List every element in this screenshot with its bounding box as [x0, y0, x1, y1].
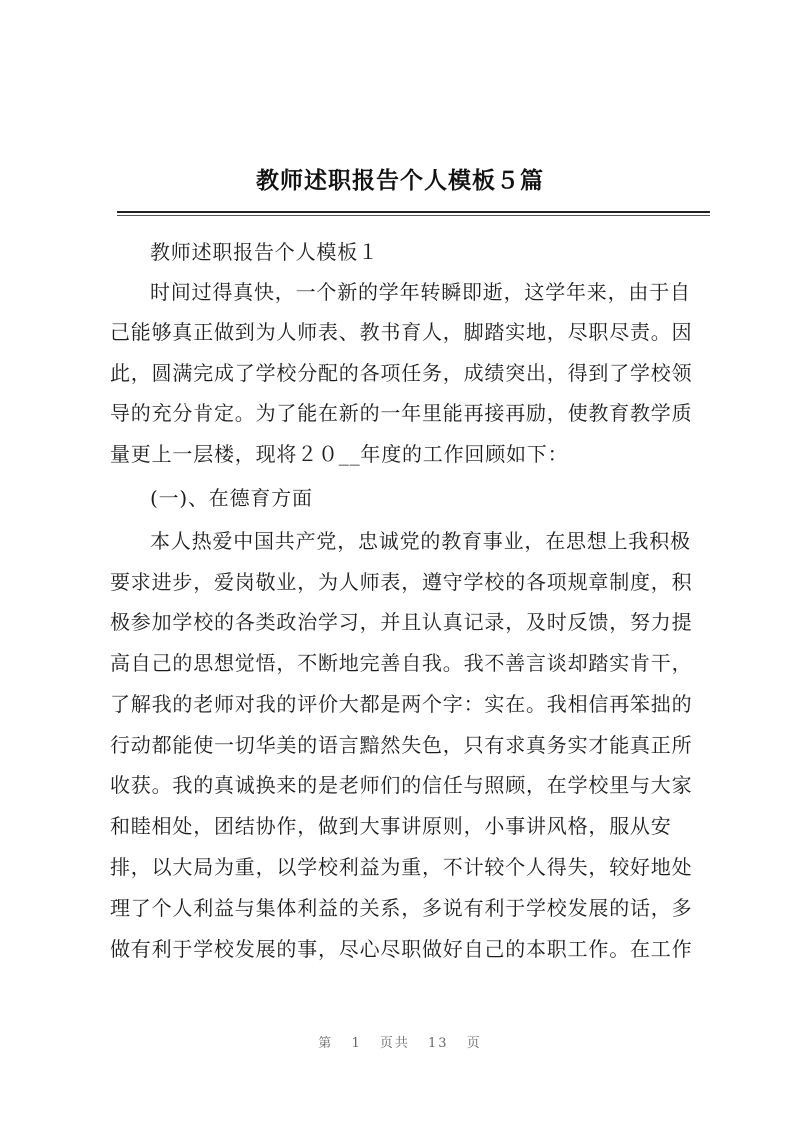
body-line: 本人热爱中国共产党，忠诚党的教育事业，在思想上我积极 — [150, 529, 691, 553]
body-line: 高自己的思想觉悟，不断地完善自我。我不善言谈却踏实肯干， — [110, 651, 693, 675]
footer-prefix: 第 — [318, 1036, 334, 1051]
title-rule-thick — [117, 211, 710, 213]
body-line: 行动都能使一切华美的语言黯然失色，只有求真务实才能真正所 — [110, 733, 693, 757]
document-title: 教师述职报告个人模板５篇 — [256, 167, 544, 194]
subheading: (一)、在德育方面 — [150, 486, 313, 510]
body-line: 收获。我的真诚换来的是老师们的信任与照顾，在学校里与大家 — [110, 773, 693, 797]
footer-suffix: 页 — [466, 1036, 482, 1051]
footer-middle: 页共 — [379, 1036, 410, 1051]
body-line: 和睦相处，团结协作，做到大事讲原则，小事讲风格，服从安 — [110, 814, 672, 838]
paragraph-line: 导的充分肯定。为了能在新的一年里能再接再励，使教育教学质 — [110, 401, 693, 425]
page-footer — [0, 1032, 800, 1051]
section-heading: 教师述职报告个人模板１ — [150, 240, 379, 264]
body-line: 了解我的老师对我的评价大都是两个字：实在。我相信再笨拙的 — [110, 692, 693, 716]
body-line: 极参加学校的各类政治学习，并且认真记录，及时反馈，努力提 — [110, 610, 693, 634]
paragraph-line: 时间过得真快，一个新的学年转瞬即逝，这学年来，由于自 — [150, 280, 691, 304]
paragraph-line: 此，圆满完成了学校分配的各项任务，成绩突出，得到了学校领 — [110, 361, 693, 385]
title-rule-thin — [117, 215, 710, 216]
body-line: 做有利于学校发展的事，尽心尽职做好自己的本职工作。在工作 — [110, 937, 693, 961]
paragraph-line: 己能够真正做到为人师表、教书育人，脚踏实地，尽职尽责。因 — [110, 320, 693, 344]
body-line: 排，以大局为重，以学校利益为重，不计较个人得失，较好地处 — [110, 855, 693, 879]
paragraph-line: 量更上一层楼，现将２０__年度的工作回顾如下： — [110, 442, 569, 466]
footer-total-pages: 13 — [428, 1036, 449, 1051]
body-line: 理了个人利益与集体利益的关系，多说有利于学校发展的话，多 — [110, 896, 693, 920]
footer-page-number: 1 — [351, 1036, 362, 1051]
body-line: 要求进步，爱岗敬业，为人师表，遵守学校的各项规章制度，积 — [110, 570, 693, 594]
